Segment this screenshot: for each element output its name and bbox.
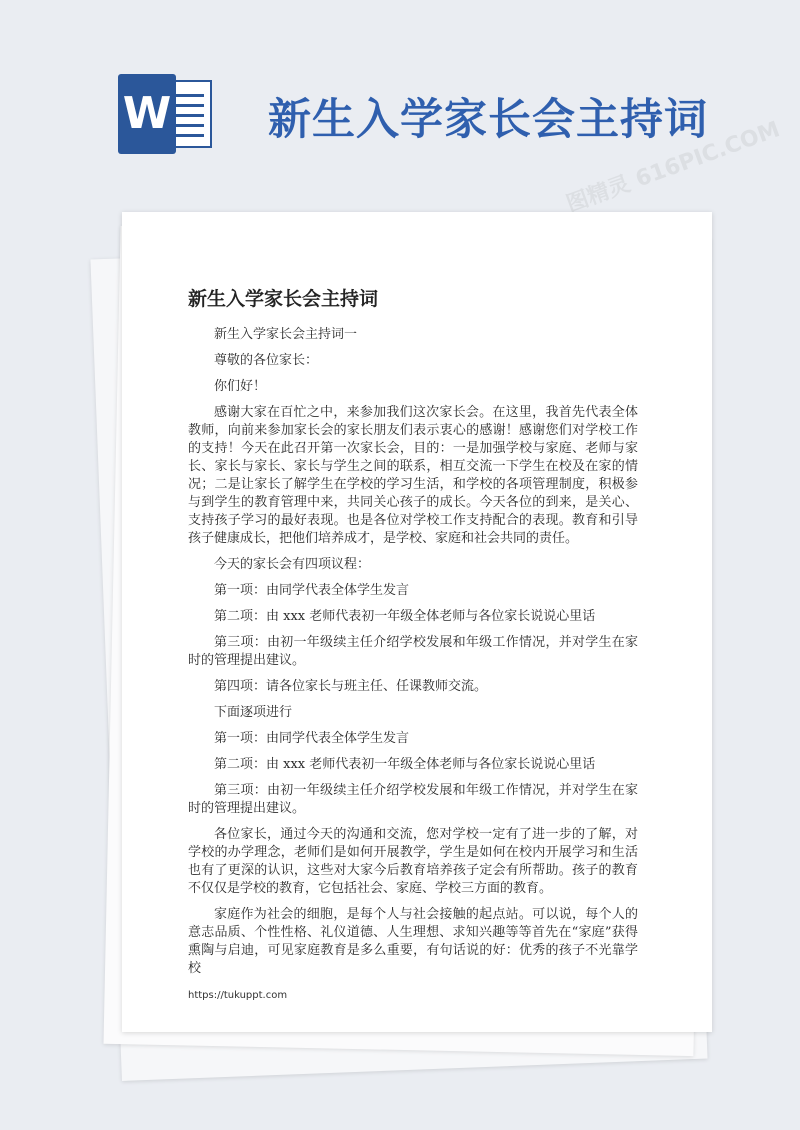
paragraph: 第一项：由同学代表全体学生发言 [214, 583, 410, 598]
paragraph: 新生入学家长会主持词一 [214, 327, 358, 342]
paragraph: 感谢大家在百忙之中，来参加我们这次家长会。在这里，我首先代表全体教师，向前来参加家长会的家长朋友们表示衷心的感谢！感谢您们对学校工作的支持！今天在此召开第一次家长会，目的：一是加强学校与家庭、老师与家长、家长与家长、家长与学生之间的联系，相互交流一下学生在校及在家的情况；二是让家长了解学生在学校的学习生活，和学校的各项管理制度，积极参与到学生的教育管理中来，共同关心孩子的成长。今天各位的到来，是关心、支持孩子学习的最好表现。也是各位对学校工作支持配合的表现。教育和引导孩子健康成长，把他们培养成才，是学校、家庭和社会共同的责任。 [188, 405, 638, 546]
paragraph: 下面逐项进行 [214, 705, 293, 720]
paragraph: 今天的家长会有四项议程： [214, 557, 371, 572]
paragraph: 第三项：由初一年级续主任介绍学校发展和年级工作情况，并对学生在家时的管理提出建议。 [188, 635, 638, 668]
document-title: 新生入学家长会主持词 [188, 288, 379, 310]
document-body [188, 326, 638, 986]
header-banner [0, 0, 800, 200]
paragraph: 尊敬的各位家长： [214, 353, 319, 368]
paragraph: 第一项：由同学代表全体学生发言 [214, 731, 410, 746]
watermark: 图精灵 616PIC.COM [563, 117, 784, 218]
paragraph: 第二项：由 xxx 老师代表初一年级全体老师与各位家长说说心里话 [214, 609, 596, 624]
paragraph: 各位家长，通过今天的沟通和交流，您对学校一定有了进一步的了解，对学校的办学理念，老师们是如何开展教学，学生是如何在校内开展学习和生活也有了更深的认识，这些对大家今后教育培养孩子定会有所帮助。孩子的教育不仅仅是学校的教育，它包括社会、家庭、学校三方面的教育。 [188, 827, 638, 896]
paragraph: 你们好！ [214, 379, 267, 394]
paragraph: 第三项：由初一年级续主任介绍学校发展和年级工作情况，并对学生在家时的管理提出建议。 [188, 783, 638, 816]
footer-url: https://tukuppt.com [188, 990, 288, 1001]
paragraph: 第四项：请各位家长与班主任、任课教师交流。 [214, 679, 488, 694]
word-letter: W [118, 74, 176, 154]
paragraph: 第二项：由 xxx 老师代表初一年级全体老师与各位家长说说心里话 [214, 757, 596, 772]
word-document-icon [118, 74, 218, 154]
document-page [122, 212, 712, 1032]
paragraph: 家庭作为社会的细胞，是每个人与社会接触的起点站。可以说，每个人的意志品质、个性性格、礼仪道德、人生理想、求知兴趣等等首先在“家庭”获得熏陶与启迪，可见家庭教育是多么重要，有句话说的好：优秀的孩子不光靠学校 [188, 907, 638, 976]
banner-title: 新生入学家长会主持词 [268, 95, 708, 145]
